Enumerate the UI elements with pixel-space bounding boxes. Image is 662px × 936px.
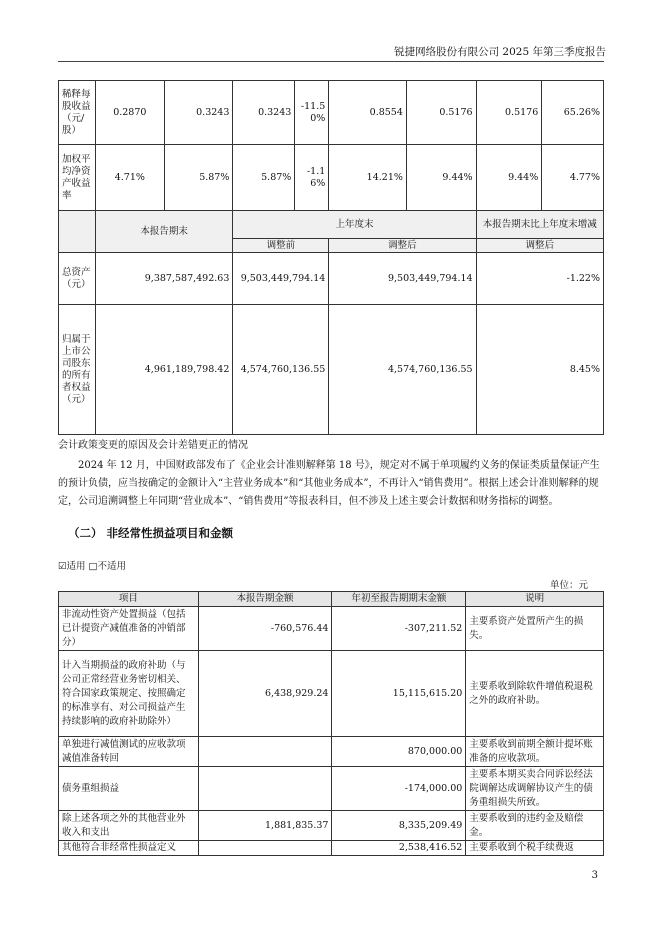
note-cell: 主要系资产处置所产生的损失。 <box>466 607 604 651</box>
table-row <box>59 651 604 737</box>
blank-header <box>59 211 96 253</box>
table-row <box>59 737 604 767</box>
cell: 9.44% <box>476 145 542 211</box>
table-row <box>59 767 604 811</box>
policy-title: 会计政策变更的原因及会计差错更正的情况 <box>58 440 248 451</box>
table-row <box>59 145 604 211</box>
current-cell: -760,576.44 <box>198 607 332 651</box>
table-row <box>59 81 604 145</box>
financial-indicators-table <box>58 80 604 435</box>
row-label: 稀释每股收益（元/股） <box>59 81 96 145</box>
cell: -1.22% <box>476 253 603 305</box>
cell: 9,387,587,492.63 <box>95 253 232 305</box>
current-cell: 6,438,929.24 <box>198 651 332 737</box>
table-row <box>59 841 604 856</box>
current-cell <box>198 841 332 856</box>
cell: -1.16% <box>295 145 329 211</box>
applicability-checkbox: ☑适用 □不适用 <box>58 561 127 572</box>
cell: 5.87% <box>164 145 233 211</box>
ytd-cell: -174,000.00 <box>332 767 466 811</box>
cell: 0.3243 <box>164 81 233 145</box>
cell: 4,574,760,136.55 <box>329 305 476 435</box>
header-current: 本报告期末 <box>95 211 232 253</box>
table-row <box>59 811 604 841</box>
item-cell: 其他符合非经常性损益定义 <box>59 841 199 856</box>
table-header-row <box>59 211 604 239</box>
cell: 5.87% <box>233 145 295 211</box>
ytd-cell: 870,000.00 <box>332 737 466 767</box>
column-header: 项目 <box>59 592 199 607</box>
ytd-cell: 15,115,615.20 <box>332 651 466 737</box>
header-after: 调整后 <box>329 239 476 253</box>
cell: 0.3243 <box>233 81 295 145</box>
table-row <box>59 305 604 435</box>
unit-label: 单位：元 <box>549 580 588 591</box>
cell: 0.5176 <box>476 81 542 145</box>
cell: 9.44% <box>406 145 476 211</box>
ytd-cell: 8,335,209.49 <box>332 811 466 841</box>
cell: 9,503,449,794.14 <box>233 253 329 305</box>
cell: -11.50% <box>295 81 329 145</box>
cell: 0.8554 <box>329 81 407 145</box>
section-title: （二） 非经常性损益项目和金额 <box>68 526 234 540</box>
note-cell: 主要系本期买卖合同诉讼经法院调解达成调解协议产生的债务重组损失所致。 <box>466 767 604 811</box>
row-label: 加权平均净资产收益率 <box>59 145 96 211</box>
current-cell <box>198 767 332 811</box>
page-number: 3 <box>591 870 598 881</box>
item-cell: 除上述各项之外的其他营业外收入和支出 <box>59 811 199 841</box>
cell: 8.45% <box>476 305 603 435</box>
current-cell <box>198 737 332 767</box>
table-row <box>59 607 604 651</box>
cell: 4,574,760,136.55 <box>233 305 329 435</box>
row-label: 总资产（元） <box>59 253 96 305</box>
cell: 14.21% <box>329 145 407 211</box>
column-header: 说明 <box>466 592 604 607</box>
ytd-cell: -307,211.52 <box>332 607 466 651</box>
non-recurring-table <box>58 591 604 856</box>
cell: 4,961,189,798.42 <box>95 305 232 435</box>
item-cell: 计入当期损益的政府补助（与公司正常经营业务密切相关、符合国家政策规定、按照确定的标准享有、对公司损益产生持续影响的政府补助除外） <box>59 651 199 737</box>
row-label: 归属于上市公司股东的所有者权益（元） <box>59 305 96 435</box>
note-cell: 主要系收到前期全额计提坏账准备的应收款项。 <box>466 737 604 767</box>
header-lastyear: 上年度末 <box>233 211 476 239</box>
note-cell: 主要系收到除软件增值税退税之外的政府补助。 <box>466 651 604 737</box>
table-row <box>59 253 604 305</box>
header-rule <box>58 61 604 62</box>
table-header-row <box>59 592 604 607</box>
cell: 9,503,449,794.14 <box>329 253 476 305</box>
item-cell: 债务重组损益 <box>59 767 199 811</box>
cell: 65.26% <box>542 81 604 145</box>
policy-body: 2024 年 12 月，中国财政部发布了《企业会计准则解释第 18 号》，规定对不属于单项履约义务的保证类质量保证产生的预计负债，应当按确定的金额计入“主营业务成本”和“其他业务成本”，不再计入“销售费用”。根据上述会计准则解释的规定，公司追溯调整上年同期“营业成本”、“销售费用”等报表科目，但不涉及上述主要会计数据和财务指标的调整。 <box>58 460 600 507</box>
note-cell: 主要系收到的违约金及赔偿金。 <box>466 811 604 841</box>
ytd-cell: 2,538,416.52 <box>332 841 466 856</box>
column-header: 年初至报告期期末金额 <box>332 592 466 607</box>
header-after-2: 调整后 <box>476 239 603 253</box>
column-header: 本报告期金额 <box>198 592 332 607</box>
header-before: 调整前 <box>233 239 329 253</box>
page-header: 锐捷网络股份有限公司 2025 年第三季度报告 <box>394 46 606 58</box>
cell: 0.2870 <box>95 81 164 145</box>
note-cell: 主要系收到个税手续费返 <box>466 841 604 856</box>
cell: 4.71% <box>95 145 164 211</box>
header-change: 本报告期末比上年度末增减 <box>476 211 603 239</box>
item-cell: 非流动性资产处置损益（包括已计提资产减值准备的冲销部分） <box>59 607 199 651</box>
item-cell: 单独进行减值测试的应收款项减值准备转回 <box>59 737 199 767</box>
cell: 0.5176 <box>406 81 476 145</box>
current-cell: 1,881,835.37 <box>198 811 332 841</box>
cell: 4.77% <box>542 145 604 211</box>
